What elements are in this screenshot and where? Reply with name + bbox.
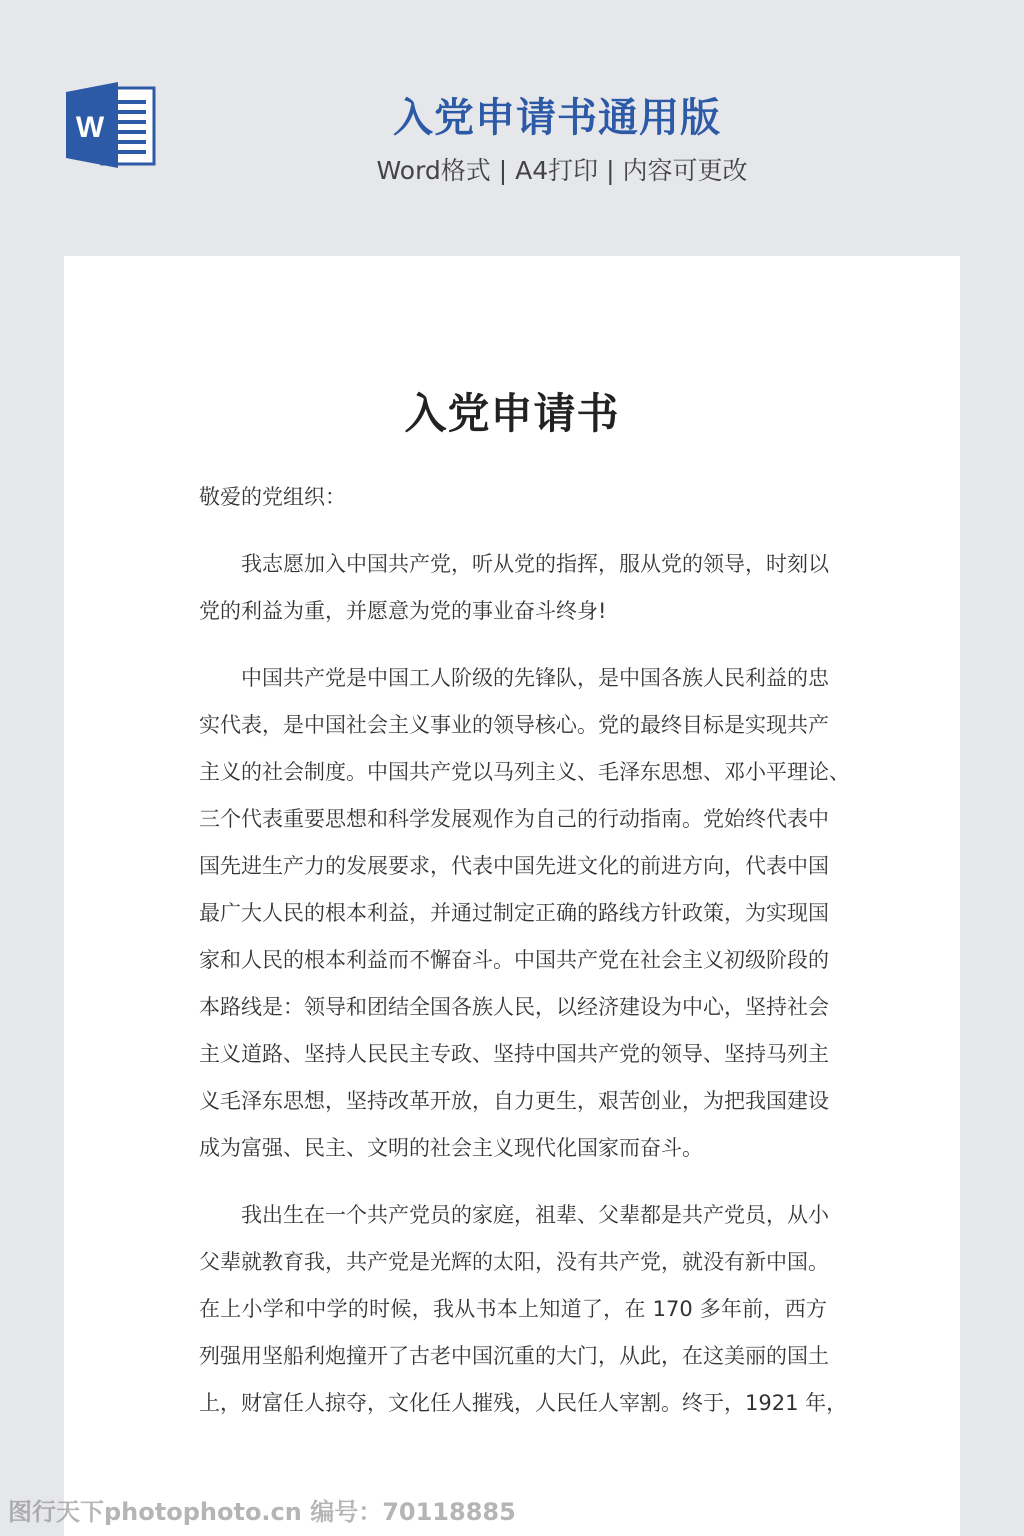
text-line: 父辈就教育我，共产党是光辉的太阳，没有共产党，就没有新中国。: [199, 1250, 829, 1274]
text-line: 三个代表重要思想和科学发展观作为自己的行动指南。党始终代表中: [199, 807, 829, 831]
svg-text:W: W: [75, 111, 105, 144]
text-line: 我志愿加入中国共产党，听从党的指挥，服从党的领导，时刻以: [241, 552, 829, 576]
text-line: 上，财富任人掠夺，文化任人摧残，人民任人宰割。终于，1921 年，: [199, 1391, 848, 1415]
text-line: 成为富强、民主、文明的社会主义现代化国家而奋斗。: [199, 1136, 703, 1160]
header-subtitle: Word格式 | A4打印 | 内容可更改: [376, 156, 748, 185]
text-line: 国先进生产力的发展要求，代表中国先进文化的前进方向，代表中国: [199, 854, 829, 878]
text-line: 本路线是：领导和团结全国各族人民，以经济建设为中心，坚持社会: [199, 995, 829, 1019]
document-title: 入党申请书: [404, 389, 620, 438]
paragraph: [199, 541, 827, 635]
text-line: 在上小学和中学的时候，我从书本上知道了，在 170 多年前，西方: [199, 1297, 827, 1321]
document-body: [199, 474, 850, 1447]
text-line: 主义道路、坚持人民民主专政、坚持中国共产党的领导、坚持马列主: [199, 1042, 829, 1066]
salutation: 敬爱的党组织：: [199, 485, 346, 509]
document-page: [64, 256, 960, 1536]
text-line: 最广大人民的根本利益，并通过制定正确的路线方针政策，为实现国: [199, 901, 829, 925]
text-line: 义毛泽东思想，坚持改革开放，自力更生，艰苦创业，为把我国建设: [199, 1089, 829, 1113]
text-line: 我出生在一个共产党员的家庭，祖辈、父辈都是共产党员，从小: [241, 1203, 829, 1227]
text-line: 党的利益为重，并愿意为党的事业奋斗终身!: [199, 599, 607, 623]
text-line: 主义的社会制度。中国共产党以马列主义、毛泽东思想、邓小平理论、: [199, 760, 850, 784]
text-line: 列强用坚船利炮撞开了古老中国沉重的大门，从此，在这美丽的国土: [199, 1344, 829, 1368]
text-line: 中国共产党是中国工人阶级的先锋队，是中国各族人民利益的忠: [241, 666, 829, 690]
paragraph: [199, 655, 850, 1172]
paragraph: [199, 1192, 848, 1427]
watermark: 图行天下photophoto.cn 编号：70118885: [8, 1498, 516, 1526]
header-title: 入党申请书通用版: [393, 95, 721, 141]
text-line: 实代表，是中国社会主义事业的领导核心。党的最终目标是实现共产: [199, 713, 829, 737]
text-line: 家和人民的根本利益而不懈奋斗。中国共产党在社会主义初级阶段的: [199, 948, 829, 972]
